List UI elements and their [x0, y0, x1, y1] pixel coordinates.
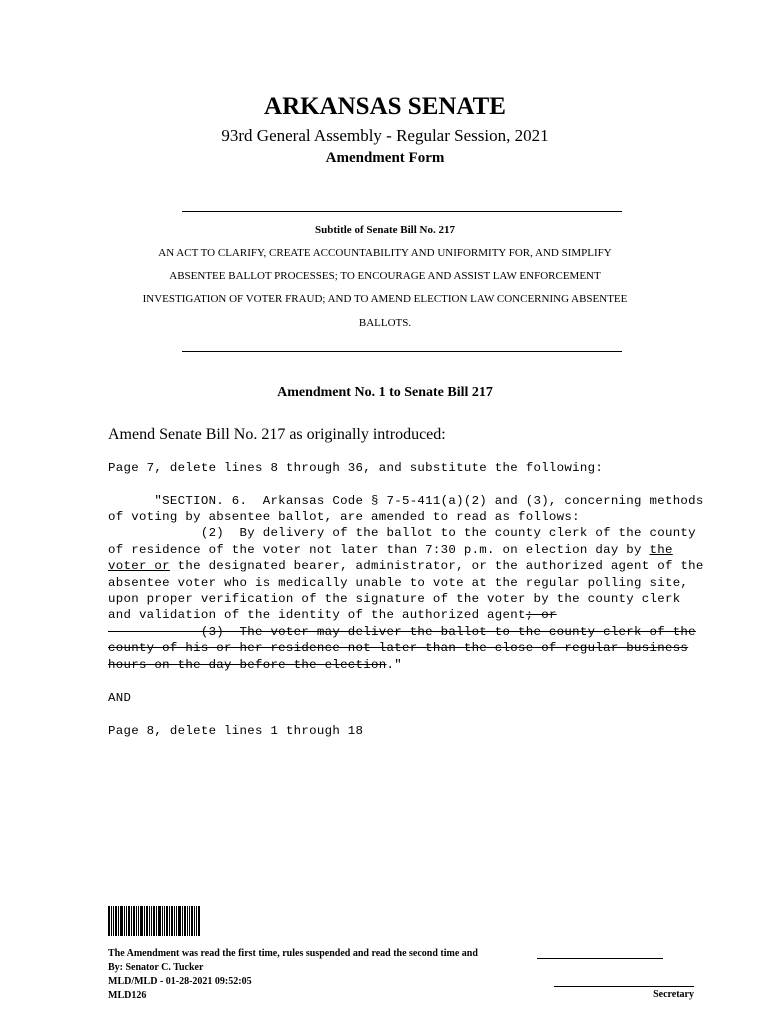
- section-line-6: absentee voter who is medically unable to vote at the regular polling site,: [108, 576, 689, 590]
- inserted-text-voter-or: voter or: [108, 559, 170, 573]
- document-title: ARKANSAS SENATE: [264, 93, 506, 120]
- bottom-divider: [182, 351, 622, 352]
- deleted-line-10: county of his or her residence not later than the close of regular business: [108, 641, 689, 655]
- and-connector: AND: [108, 691, 132, 705]
- section-line-11: [108, 658, 402, 672]
- read-blank-line: [537, 958, 663, 959]
- section-line-4: [108, 543, 673, 557]
- section-line-7: upon proper verification of the signature of the voter by the county clerk: [108, 592, 681, 606]
- subtitle-line-4: BALLOTS.: [358, 317, 412, 329]
- subtitle-heading: Subtitle of Senate Bill No. 217: [315, 224, 455, 236]
- section-line-5: [108, 559, 704, 573]
- section-line-5-text: the designated bearer, administrator, or the authorized agent of the: [169, 559, 704, 573]
- instruction-page-8: Page 8, delete lines 1 through 18: [108, 724, 364, 738]
- subtitle-line-1: AN ACT TO CLARIFY, CREATE ACCOUNTABILITY AND UNIFORMITY FOR, AND SIMPLIFY: [158, 247, 612, 259]
- instruction-page-7: Page 7, delete lines 8 through 36, and substitute the following:: [108, 461, 604, 475]
- section-line-4-text: of residence of the voter not later than 7:30 p.m. on election day by: [108, 543, 650, 557]
- deleted-text-hours: hours on the day before the election: [108, 658, 387, 672]
- inserted-text-the: the: [649, 543, 673, 557]
- barcode-image: [108, 906, 200, 936]
- subtitle-line-2: ABSENTEE BALLOT PROCESSES; TO ENCOURAGE AND ASSIST LAW ENFORCEMENT: [169, 270, 601, 282]
- sponsor-line: By: Senator C. Tucker: [108, 962, 204, 973]
- deleted-text-or: ; or: [525, 608, 557, 622]
- amendment-number: Amendment No. 1 to Senate Bill 217: [277, 385, 493, 400]
- subtitle-line-3: INVESTIGATION OF VOTER FRAUD; AND TO AMEND ELECTION LAW CONCERNING ABSENTEE: [142, 293, 628, 305]
- section-line-1: "SECTION. 6. Arkansas Code § 7-5-411(a)(2) and (3), concerning methods: [108, 494, 704, 508]
- amendment-intro: Amend Senate Bill No. 217 as originally introduced:: [108, 426, 446, 443]
- secretary-signature-line: [554, 986, 694, 987]
- secretary-label: Secretary: [653, 989, 694, 1000]
- closing-quote: .": [386, 658, 402, 672]
- document-id: MLD126: [108, 990, 147, 1001]
- read-statement: The Amendment was read the first time, rules suspended and read the second time and: [108, 948, 478, 959]
- code-date-line: MLD/MLD - 01-28-2021 09:52:05: [108, 976, 252, 987]
- section-line-2: of voting by absentee ballot, are amended to read as follows:: [108, 510, 580, 524]
- section-line-8-text: and validation of the identity of the authorized agent: [108, 608, 526, 622]
- form-name: Amendment Form: [325, 150, 445, 166]
- section-line-8: [108, 608, 557, 622]
- session-line: 93rd General Assembly - Regular Session, 2021: [221, 126, 549, 145]
- top-divider: [182, 211, 622, 212]
- section-line-3: (2) By delivery of the ballot to the county clerk of the county: [108, 526, 696, 540]
- deleted-line-9: (3) The voter may deliver the ballot to the county clerk of the: [108, 625, 696, 639]
